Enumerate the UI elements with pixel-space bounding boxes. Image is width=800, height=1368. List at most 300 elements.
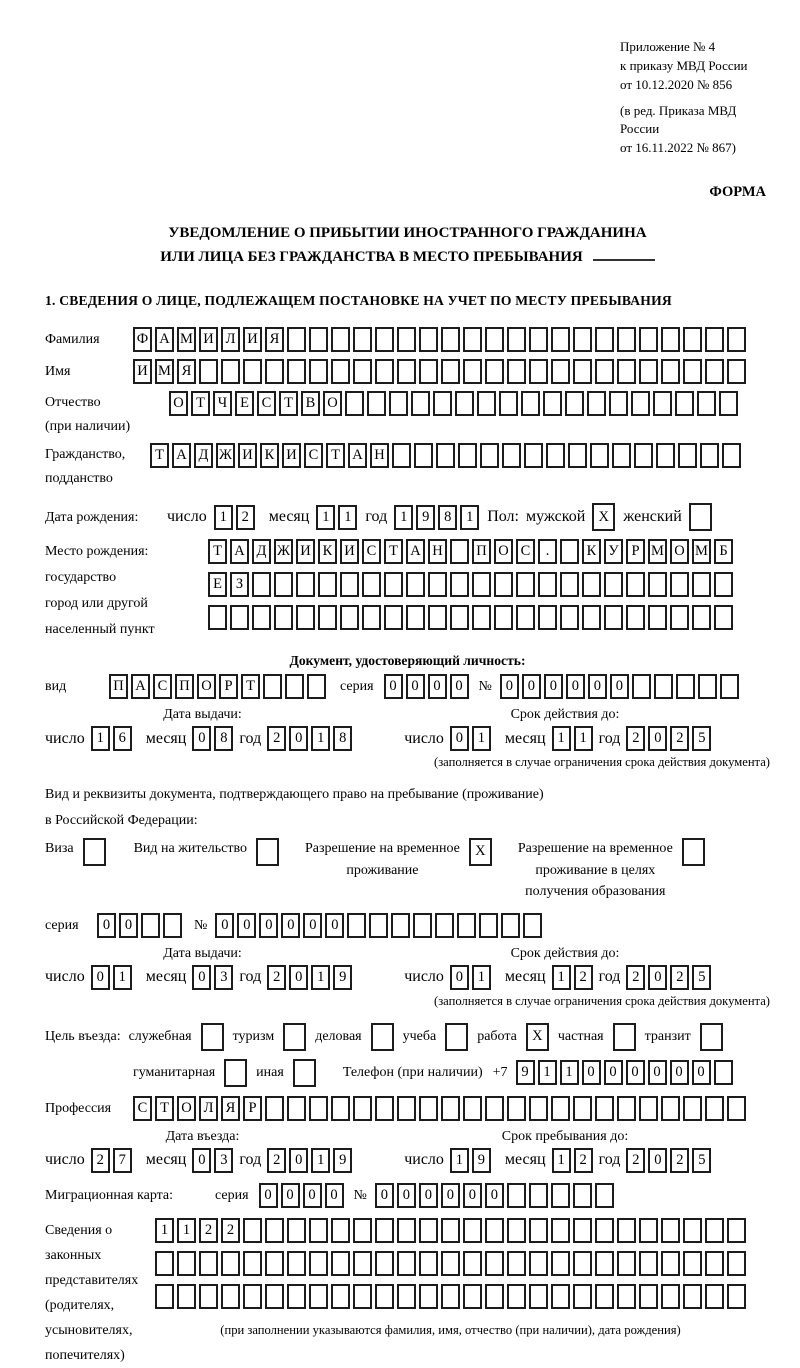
- form-cell[interactable]: [705, 1251, 724, 1276]
- form-cell[interactable]: [507, 327, 526, 352]
- form-cell[interactable]: [163, 913, 182, 938]
- form-cell[interactable]: [661, 1251, 680, 1276]
- form-cell[interactable]: [692, 605, 711, 630]
- form-cell[interactable]: [692, 572, 711, 597]
- form-cell[interactable]: [441, 1251, 460, 1276]
- form-cell[interactable]: [587, 391, 606, 416]
- form-cell[interactable]: [543, 391, 562, 416]
- form-cell[interactable]: 1: [338, 505, 357, 530]
- form-cell[interactable]: О: [197, 674, 216, 699]
- form-cell[interactable]: [617, 327, 636, 352]
- form-cell[interactable]: [653, 391, 672, 416]
- form-cell[interactable]: [705, 359, 724, 384]
- form-cell[interactable]: [551, 1251, 570, 1276]
- form-cell[interactable]: [538, 572, 557, 597]
- form-cell[interactable]: [397, 1251, 416, 1276]
- form-cell[interactable]: Я: [177, 359, 196, 384]
- form-cell[interactable]: [252, 572, 271, 597]
- form-cell[interactable]: [494, 572, 513, 597]
- form-cell[interactable]: 8: [333, 726, 352, 751]
- form-cell[interactable]: А: [348, 443, 367, 468]
- form-cell[interactable]: [309, 1251, 328, 1276]
- form-cell[interactable]: [428, 605, 447, 630]
- form-cell[interactable]: [727, 1218, 746, 1243]
- form-cell[interactable]: [331, 327, 350, 352]
- form-cell[interactable]: 9: [472, 1148, 491, 1173]
- form-cell[interactable]: 0: [192, 1148, 211, 1173]
- form-cell[interactable]: [714, 572, 733, 597]
- form-cell[interactable]: [639, 1251, 658, 1276]
- form-cell[interactable]: [507, 1284, 526, 1309]
- form-cell[interactable]: 1: [538, 1060, 557, 1085]
- form-cell[interactable]: [309, 1284, 328, 1309]
- form-cell[interactable]: [331, 359, 350, 384]
- form-cell[interactable]: 5: [692, 1148, 711, 1173]
- form-cell[interactable]: [683, 1218, 702, 1243]
- form-cell[interactable]: 0: [463, 1183, 482, 1208]
- form-cell[interactable]: А: [230, 539, 249, 564]
- form-cell[interactable]: 2: [626, 1148, 645, 1173]
- form-cell[interactable]: [516, 605, 535, 630]
- form-cell[interactable]: [296, 605, 315, 630]
- form-cell[interactable]: О: [670, 539, 689, 564]
- form-cell[interactable]: [428, 572, 447, 597]
- checkbox-cell[interactable]: [293, 1059, 316, 1087]
- form-cell[interactable]: [243, 359, 262, 384]
- form-cell[interactable]: [523, 913, 542, 938]
- form-cell[interactable]: [455, 391, 474, 416]
- form-cell[interactable]: [502, 443, 521, 468]
- form-cell[interactable]: [560, 605, 579, 630]
- form-cell[interactable]: Т: [155, 1096, 174, 1121]
- form-cell[interactable]: 1: [552, 726, 571, 751]
- form-cell[interactable]: [318, 605, 337, 630]
- form-cell[interactable]: 9: [516, 1060, 535, 1085]
- checkbox-cell[interactable]: [224, 1059, 247, 1087]
- form-cell[interactable]: [265, 1218, 284, 1243]
- form-cell[interactable]: [414, 443, 433, 468]
- form-cell[interactable]: Л: [221, 327, 240, 352]
- form-cell[interactable]: [595, 1251, 614, 1276]
- form-cell[interactable]: К: [582, 539, 601, 564]
- form-cell[interactable]: 3: [214, 965, 233, 990]
- form-cell[interactable]: Д: [194, 443, 213, 468]
- form-cell[interactable]: [573, 1096, 592, 1121]
- form-cell[interactable]: [472, 572, 491, 597]
- form-cell[interactable]: [435, 913, 454, 938]
- form-cell[interactable]: [720, 674, 739, 699]
- form-cell[interactable]: [287, 1284, 306, 1309]
- form-cell[interactable]: [529, 1284, 548, 1309]
- form-cell[interactable]: [199, 1284, 218, 1309]
- form-cell[interactable]: [353, 1218, 372, 1243]
- form-cell[interactable]: [441, 1284, 460, 1309]
- form-cell[interactable]: [595, 1218, 614, 1243]
- form-cell[interactable]: [573, 359, 592, 384]
- form-cell[interactable]: 0: [303, 913, 322, 938]
- form-cell[interactable]: [727, 359, 746, 384]
- form-cell[interactable]: [441, 359, 460, 384]
- form-cell[interactable]: [499, 391, 518, 416]
- form-cell[interactable]: 0: [419, 1183, 438, 1208]
- form-cell[interactable]: [397, 327, 416, 352]
- form-cell[interactable]: [529, 1183, 548, 1208]
- form-cell[interactable]: Т: [208, 539, 227, 564]
- form-cell[interactable]: И: [282, 443, 301, 468]
- form-cell[interactable]: [419, 1218, 438, 1243]
- form-cell[interactable]: [485, 327, 504, 352]
- form-cell[interactable]: 0: [375, 1183, 394, 1208]
- form-cell[interactable]: [631, 391, 650, 416]
- form-cell[interactable]: М: [648, 539, 667, 564]
- form-cell[interactable]: 3: [214, 1148, 233, 1173]
- form-cell[interactable]: [230, 605, 249, 630]
- form-cell[interactable]: И: [296, 539, 315, 564]
- form-cell[interactable]: [384, 572, 403, 597]
- checkbox-cell[interactable]: [256, 838, 279, 866]
- form-cell[interactable]: 1: [177, 1218, 196, 1243]
- form-cell[interactable]: 8: [214, 726, 233, 751]
- form-cell[interactable]: С: [362, 539, 381, 564]
- form-cell[interactable]: [521, 391, 540, 416]
- form-cell[interactable]: 1: [214, 505, 233, 530]
- form-cell[interactable]: 6: [113, 726, 132, 751]
- form-cell[interactable]: [419, 1251, 438, 1276]
- form-cell[interactable]: 1: [460, 505, 479, 530]
- form-cell[interactable]: [705, 1218, 724, 1243]
- form-cell[interactable]: К: [260, 443, 279, 468]
- form-cell[interactable]: [507, 359, 526, 384]
- form-cell[interactable]: 9: [416, 505, 435, 530]
- form-cell[interactable]: [612, 443, 631, 468]
- form-cell[interactable]: [485, 1251, 504, 1276]
- form-cell[interactable]: [375, 1251, 394, 1276]
- form-cell[interactable]: [450, 605, 469, 630]
- form-cell[interactable]: [565, 391, 584, 416]
- form-cell[interactable]: [529, 1218, 548, 1243]
- form-cell[interactable]: [345, 391, 364, 416]
- form-cell[interactable]: 0: [670, 1060, 689, 1085]
- form-cell[interactable]: И: [238, 443, 257, 468]
- form-cell[interactable]: И: [243, 327, 262, 352]
- form-cell[interactable]: [634, 443, 653, 468]
- form-cell[interactable]: [560, 572, 579, 597]
- form-cell[interactable]: 1: [560, 1060, 579, 1085]
- form-cell[interactable]: [595, 1096, 614, 1121]
- form-cell[interactable]: [485, 1284, 504, 1309]
- form-cell[interactable]: [458, 443, 477, 468]
- form-cell[interactable]: 0: [384, 674, 403, 699]
- form-cell[interactable]: [265, 1096, 284, 1121]
- form-cell[interactable]: 2: [267, 726, 286, 751]
- form-cell[interactable]: [243, 1218, 262, 1243]
- form-cell[interactable]: 0: [91, 965, 110, 990]
- form-cell[interactable]: [353, 1096, 372, 1121]
- form-cell[interactable]: И: [133, 359, 152, 384]
- form-cell[interactable]: [595, 1284, 614, 1309]
- form-cell[interactable]: В: [301, 391, 320, 416]
- form-cell[interactable]: 0: [648, 726, 667, 751]
- form-cell[interactable]: [450, 572, 469, 597]
- checkbox-cell[interactable]: [613, 1023, 636, 1051]
- form-cell[interactable]: [353, 359, 372, 384]
- form-cell[interactable]: 0: [303, 1183, 322, 1208]
- form-cell[interactable]: Т: [241, 674, 260, 699]
- form-cell[interactable]: [285, 674, 304, 699]
- form-cell[interactable]: А: [406, 539, 425, 564]
- form-cell[interactable]: [617, 359, 636, 384]
- form-cell[interactable]: [683, 1096, 702, 1121]
- form-cell[interactable]: 0: [588, 674, 607, 699]
- form-cell[interactable]: [714, 605, 733, 630]
- form-cell[interactable]: [654, 674, 673, 699]
- form-cell[interactable]: 0: [566, 674, 585, 699]
- checkbox-cell[interactable]: [689, 503, 712, 531]
- form-cell[interactable]: [450, 539, 469, 564]
- form-cell[interactable]: [391, 913, 410, 938]
- form-cell[interactable]: [697, 391, 716, 416]
- checkbox-cell[interactable]: [283, 1023, 306, 1051]
- form-cell[interactable]: 0: [485, 1183, 504, 1208]
- form-cell[interactable]: П: [175, 674, 194, 699]
- form-cell[interactable]: О: [177, 1096, 196, 1121]
- form-cell[interactable]: [683, 1251, 702, 1276]
- form-cell[interactable]: [639, 1284, 658, 1309]
- checkbox-cell[interactable]: [700, 1023, 723, 1051]
- form-cell[interactable]: [296, 572, 315, 597]
- form-cell[interactable]: Т: [384, 539, 403, 564]
- form-cell[interactable]: [516, 572, 535, 597]
- form-cell[interactable]: [551, 1183, 570, 1208]
- checkbox-cell[interactable]: X: [469, 838, 492, 866]
- form-cell[interactable]: С: [304, 443, 323, 468]
- form-cell[interactable]: [463, 1251, 482, 1276]
- form-cell[interactable]: 1: [450, 1148, 469, 1173]
- form-cell[interactable]: [705, 1284, 724, 1309]
- form-cell[interactable]: [457, 913, 476, 938]
- form-cell[interactable]: Р: [243, 1096, 262, 1121]
- form-cell[interactable]: 0: [604, 1060, 623, 1085]
- checkbox-cell[interactable]: [201, 1023, 224, 1051]
- form-cell[interactable]: И: [199, 327, 218, 352]
- form-cell[interactable]: [582, 572, 601, 597]
- form-cell[interactable]: 2: [91, 1148, 110, 1173]
- form-cell[interactable]: [675, 391, 694, 416]
- form-cell[interactable]: 1: [91, 726, 110, 751]
- form-cell[interactable]: [683, 359, 702, 384]
- form-cell[interactable]: [551, 327, 570, 352]
- form-cell[interactable]: [384, 605, 403, 630]
- form-cell[interactable]: Л: [199, 1096, 218, 1121]
- form-cell[interactable]: 1: [113, 965, 132, 990]
- form-cell[interactable]: [397, 1284, 416, 1309]
- form-cell[interactable]: [221, 1284, 240, 1309]
- form-cell[interactable]: 2: [626, 726, 645, 751]
- form-cell[interactable]: [318, 572, 337, 597]
- form-cell[interactable]: [529, 1096, 548, 1121]
- form-cell[interactable]: [507, 1251, 526, 1276]
- form-cell[interactable]: [573, 1284, 592, 1309]
- form-cell[interactable]: 1: [574, 726, 593, 751]
- form-cell[interactable]: [309, 1096, 328, 1121]
- form-cell[interactable]: [676, 674, 695, 699]
- form-cell[interactable]: [546, 443, 565, 468]
- form-cell[interactable]: 1: [552, 1148, 571, 1173]
- form-cell[interactable]: [639, 1218, 658, 1243]
- form-cell[interactable]: [362, 572, 381, 597]
- form-cell[interactable]: Б: [714, 539, 733, 564]
- form-cell[interactable]: [463, 359, 482, 384]
- form-cell[interactable]: О: [494, 539, 513, 564]
- form-cell[interactable]: А: [172, 443, 191, 468]
- form-cell[interactable]: О: [169, 391, 188, 416]
- form-cell[interactable]: 0: [289, 1148, 308, 1173]
- form-cell[interactable]: З: [230, 572, 249, 597]
- form-cell[interactable]: [551, 1218, 570, 1243]
- form-cell[interactable]: [568, 443, 587, 468]
- form-cell[interactable]: 1: [552, 965, 571, 990]
- form-cell[interactable]: 2: [267, 965, 286, 990]
- form-cell[interactable]: [472, 605, 491, 630]
- form-cell[interactable]: [661, 1284, 680, 1309]
- form-cell[interactable]: 0: [237, 913, 256, 938]
- form-cell[interactable]: Н: [370, 443, 389, 468]
- form-cell[interactable]: [683, 327, 702, 352]
- form-cell[interactable]: [648, 572, 667, 597]
- form-cell[interactable]: [265, 359, 284, 384]
- form-cell[interactable]: [309, 359, 328, 384]
- form-cell[interactable]: [433, 391, 452, 416]
- form-cell[interactable]: 2: [199, 1218, 218, 1243]
- form-cell[interactable]: [347, 913, 366, 938]
- form-cell[interactable]: 0: [522, 674, 541, 699]
- form-cell[interactable]: [573, 1183, 592, 1208]
- form-cell[interactable]: [369, 913, 388, 938]
- form-cell[interactable]: [274, 572, 293, 597]
- form-cell[interactable]: 2: [574, 965, 593, 990]
- checkbox-cell[interactable]: X: [592, 503, 615, 531]
- form-cell[interactable]: [485, 359, 504, 384]
- form-cell[interactable]: [727, 1284, 746, 1309]
- form-cell[interactable]: [507, 1218, 526, 1243]
- form-cell[interactable]: 9: [333, 965, 352, 990]
- form-cell[interactable]: 0: [582, 1060, 601, 1085]
- form-cell[interactable]: [367, 391, 386, 416]
- form-cell[interactable]: [609, 391, 628, 416]
- form-cell[interactable]: [362, 605, 381, 630]
- form-cell[interactable]: [397, 1096, 416, 1121]
- form-cell[interactable]: 1: [311, 1148, 330, 1173]
- form-cell[interactable]: [727, 1251, 746, 1276]
- form-cell[interactable]: Р: [626, 539, 645, 564]
- form-cell[interactable]: С: [257, 391, 276, 416]
- form-cell[interactable]: [507, 1096, 526, 1121]
- form-cell[interactable]: [441, 1218, 460, 1243]
- form-cell[interactable]: [477, 391, 496, 416]
- form-cell[interactable]: [375, 1284, 394, 1309]
- form-cell[interactable]: 0: [281, 1183, 300, 1208]
- form-cell[interactable]: К: [318, 539, 337, 564]
- form-cell[interactable]: 1: [472, 726, 491, 751]
- form-cell[interactable]: А: [131, 674, 150, 699]
- form-cell[interactable]: Я: [265, 327, 284, 352]
- form-cell[interactable]: [639, 359, 658, 384]
- form-cell[interactable]: [639, 1096, 658, 1121]
- form-cell[interactable]: [661, 1096, 680, 1121]
- form-cell[interactable]: [287, 359, 306, 384]
- form-cell[interactable]: [340, 572, 359, 597]
- form-cell[interactable]: 2: [670, 1148, 689, 1173]
- form-cell[interactable]: [419, 1284, 438, 1309]
- form-cell[interactable]: [501, 913, 520, 938]
- form-cell[interactable]: [595, 1183, 614, 1208]
- form-cell[interactable]: [604, 572, 623, 597]
- form-cell[interactable]: [177, 1251, 196, 1276]
- form-cell[interactable]: [529, 327, 548, 352]
- form-cell[interactable]: [397, 1218, 416, 1243]
- form-cell[interactable]: [560, 539, 579, 564]
- form-cell[interactable]: 0: [289, 726, 308, 751]
- form-cell[interactable]: М: [155, 359, 174, 384]
- form-cell[interactable]: 0: [450, 965, 469, 990]
- form-cell[interactable]: 0: [428, 674, 447, 699]
- form-cell[interactable]: Д: [252, 539, 271, 564]
- form-cell[interactable]: 0: [119, 913, 138, 938]
- form-cell[interactable]: Е: [235, 391, 254, 416]
- form-cell[interactable]: П: [109, 674, 128, 699]
- checkbox-cell[interactable]: [371, 1023, 394, 1051]
- form-cell[interactable]: О: [323, 391, 342, 416]
- form-cell[interactable]: [700, 443, 719, 468]
- form-cell[interactable]: [479, 913, 498, 938]
- form-cell[interactable]: [340, 605, 359, 630]
- form-cell[interactable]: Ф: [133, 327, 152, 352]
- form-cell[interactable]: [524, 443, 543, 468]
- form-cell[interactable]: [177, 1284, 196, 1309]
- form-cell[interactable]: [287, 1096, 306, 1121]
- form-cell[interactable]: Я: [221, 1096, 240, 1121]
- form-cell[interactable]: 0: [610, 674, 629, 699]
- form-cell[interactable]: Ж: [274, 539, 293, 564]
- form-cell[interactable]: [199, 1251, 218, 1276]
- form-cell[interactable]: 0: [450, 726, 469, 751]
- form-cell[interactable]: [661, 359, 680, 384]
- form-cell[interactable]: [670, 605, 689, 630]
- form-cell[interactable]: [397, 359, 416, 384]
- form-cell[interactable]: 0: [500, 674, 519, 699]
- form-cell[interactable]: [551, 1284, 570, 1309]
- form-cell[interactable]: [480, 443, 499, 468]
- form-cell[interactable]: [419, 327, 438, 352]
- form-cell[interactable]: [727, 1096, 746, 1121]
- form-cell[interactable]: [463, 1218, 482, 1243]
- form-cell[interactable]: [265, 1284, 284, 1309]
- form-cell[interactable]: [375, 1218, 394, 1243]
- form-cell[interactable]: 0: [259, 1183, 278, 1208]
- form-cell[interactable]: 0: [397, 1183, 416, 1208]
- form-cell[interactable]: Ч: [213, 391, 232, 416]
- form-cell[interactable]: У: [604, 539, 623, 564]
- form-cell[interactable]: [413, 913, 432, 938]
- form-cell[interactable]: [331, 1284, 350, 1309]
- form-cell[interactable]: [590, 443, 609, 468]
- form-cell[interactable]: [353, 1284, 372, 1309]
- form-cell[interactable]: Т: [326, 443, 345, 468]
- form-cell[interactable]: И: [340, 539, 359, 564]
- form-cell[interactable]: 0: [97, 913, 116, 938]
- form-cell[interactable]: 9: [333, 1148, 352, 1173]
- form-cell[interactable]: [265, 1251, 284, 1276]
